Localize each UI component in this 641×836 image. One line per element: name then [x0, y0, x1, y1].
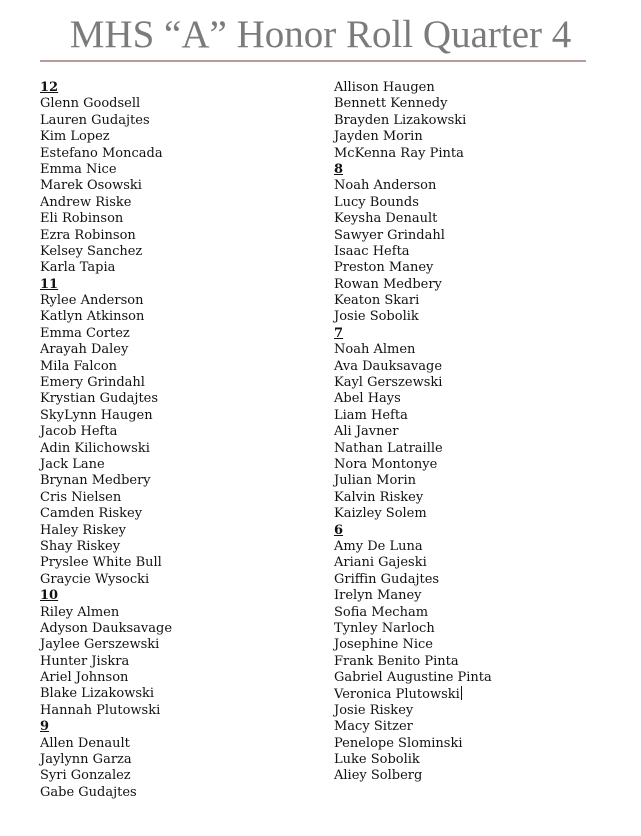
student-name-label: McKenna Ray Pinta: [334, 145, 464, 161]
student-name: [334, 441, 619, 457]
student-name-label: Jayden Morin: [334, 129, 423, 145]
student-name: [40, 309, 325, 325]
student-name: [334, 703, 619, 719]
student-name-label: Karla Tapia: [40, 260, 116, 276]
student-name-label: Jack Lane: [40, 456, 105, 472]
student-name-label: Penelope Slominski: [334, 735, 463, 751]
student-name: [40, 605, 325, 621]
title-underline-rule: [40, 60, 586, 62]
student-name-label: Mila Falcon: [40, 358, 118, 374]
student-name: [334, 293, 619, 309]
student-name: [334, 146, 619, 162]
student-name: [40, 621, 325, 637]
student-name: [40, 96, 325, 112]
student-name-label: Rowan Medbery: [334, 276, 442, 292]
student-name-label: Noah Anderson: [334, 178, 437, 194]
student-name: [334, 572, 619, 588]
student-name-label: Veronica Plutowski: [334, 687, 460, 703]
student-name: [40, 359, 325, 375]
student-name: [40, 293, 325, 309]
student-name-label: Haley Riskey: [40, 522, 126, 538]
grade-heading: [40, 277, 325, 293]
student-name: [334, 211, 619, 227]
student-name: [334, 260, 619, 276]
student-name-label: Frank Benito Pinta: [334, 653, 459, 669]
student-name-label: Rylee Anderson: [40, 293, 144, 309]
student-name: [334, 457, 619, 473]
student-name-label: Griffin Gudajtes: [334, 571, 440, 587]
student-name-label: Ali Javner: [334, 424, 399, 440]
student-name: [334, 555, 619, 571]
student-name: [334, 490, 619, 506]
student-name-label: Arayah Daley: [40, 342, 129, 358]
student-name-label: Brayden Lizakowski: [334, 112, 467, 128]
student-name: [40, 178, 325, 194]
student-name-label: Josie Sobolik: [334, 309, 419, 325]
student-name: [40, 441, 325, 457]
student-name-label: Graycie Wysocki: [40, 571, 150, 587]
student-name: [40, 506, 325, 522]
student-name-label: Jaylee Gerszewski: [40, 637, 160, 653]
student-name: [334, 195, 619, 211]
student-name: [40, 342, 325, 358]
student-name-label: Hunter Jiskra: [40, 653, 130, 669]
student-name-label: Hannah Plutowski: [40, 702, 161, 718]
student-name-label: Ezra Robinson: [40, 227, 136, 243]
student-name: [334, 752, 619, 768]
student-name: [334, 359, 619, 375]
student-name-label: Lauren Gudajtes: [40, 112, 150, 128]
student-name: [334, 424, 619, 440]
student-name-label: Adyson Dauksavage: [40, 620, 173, 636]
right-column: [334, 80, 619, 785]
student-name-label: Marek Osowski: [40, 178, 142, 194]
student-name-label: Cris Nielsen: [40, 489, 122, 505]
student-name: [40, 686, 325, 702]
student-name: [40, 490, 325, 506]
student-name-label: Bennett Kennedy: [334, 96, 448, 112]
student-name-label: Nora Montonye: [334, 456, 438, 472]
student-name-label: Allison Haugen: [334, 80, 435, 95]
student-name: [334, 391, 619, 407]
student-name-label: Riley Almen: [40, 604, 120, 620]
student-name-label: Kalvin Riskey: [334, 489, 424, 505]
grade-heading-label: 7: [334, 325, 344, 341]
student-name-label: Gabe Gudajtes: [40, 784, 137, 800]
grade-heading: [334, 523, 619, 539]
student-name-label: Eli Robinson: [40, 211, 124, 227]
student-name: [40, 473, 325, 489]
student-name-label: Emery Grindahl: [40, 375, 145, 391]
student-name-label: Allen Denault: [40, 735, 130, 751]
student-name-label: Adin Kilichowski: [40, 440, 150, 456]
grade-heading: [40, 80, 325, 96]
student-name-label: Andrew Riske: [40, 194, 132, 210]
grade-heading-label: 11: [40, 276, 59, 292]
student-name-label: Syri Gonzalez: [40, 768, 131, 784]
student-name-label: Irelyn Maney: [334, 588, 422, 604]
student-name: [334, 473, 619, 489]
student-name: [40, 244, 325, 260]
grade-heading-label: 9: [40, 719, 50, 735]
grade-heading: [334, 326, 619, 342]
student-name-label: Brynan Medbery: [40, 473, 151, 489]
student-name: [40, 129, 325, 145]
student-name-label: Ariani Gajeski: [334, 555, 427, 571]
student-name: [40, 391, 325, 407]
grade-heading: [334, 162, 619, 178]
student-name-label: Liam Hefta: [334, 407, 408, 423]
student-name-label: Julian Morin: [334, 473, 417, 489]
student-name-label: Ava Dauksavage: [334, 358, 443, 374]
student-name-label: Katlyn Atkinson: [40, 309, 145, 325]
student-name: [40, 424, 325, 440]
student-name-label: Abel Hays: [334, 391, 401, 407]
student-name: [334, 113, 619, 129]
student-name: [40, 375, 325, 391]
student-name: [334, 342, 619, 358]
student-name-label: Kaizley Solem: [334, 506, 427, 522]
student-name: [334, 768, 619, 784]
student-name-label: Blake Lizakowski: [40, 686, 155, 702]
student-name: [334, 309, 619, 325]
student-name: [40, 260, 325, 276]
student-name: [40, 162, 325, 178]
grade-heading-label: 8: [334, 161, 344, 177]
student-name-label: Sawyer Grindahl: [334, 227, 445, 243]
student-name: [40, 195, 325, 211]
student-name-label: Noah Almen: [334, 342, 416, 358]
student-name: [334, 588, 619, 604]
student-name-label: Tynley Narloch: [334, 620, 435, 636]
student-name-label: Sofia Mecham: [334, 604, 429, 620]
student-name: [334, 277, 619, 293]
student-name: [40, 326, 325, 342]
student-name-label: Luke Sobolik: [334, 752, 420, 768]
student-name-label: Amy De Luna: [334, 538, 423, 554]
student-name: [334, 719, 619, 735]
student-name: [334, 228, 619, 244]
student-name: [40, 736, 325, 752]
student-name-label: Kelsey Sanchez: [40, 243, 143, 259]
student-name: [40, 228, 325, 244]
student-name-label: Emma Nice: [40, 161, 117, 177]
student-name-label: Keaton Skari: [334, 293, 420, 309]
student-name-label: Gabriel Augustine Pinta: [334, 670, 492, 686]
student-name: [334, 244, 619, 260]
student-name-label: Krystian Gudajtes: [40, 391, 159, 407]
student-name: [40, 785, 325, 801]
student-name-label: Camden Riskey: [40, 506, 143, 522]
student-name-label: Nathan Latraille: [334, 440, 443, 456]
student-name: [40, 654, 325, 670]
student-name: [40, 637, 325, 653]
student-name: [40, 113, 325, 129]
student-name: [40, 752, 325, 768]
student-name: [40, 146, 325, 162]
left-column: [40, 80, 325, 801]
student-name: [40, 572, 325, 588]
student-name: [334, 375, 619, 391]
student-name-label: Pryslee White Bull: [40, 555, 162, 571]
student-name: [334, 80, 619, 96]
student-name-label: Kim Lopez: [40, 129, 110, 145]
student-name: [40, 703, 325, 719]
student-name-label: Keysha Denault: [334, 211, 438, 227]
student-name: [40, 457, 325, 473]
page-title: MHS “A” Honor Roll Quarter 4: [69, 13, 572, 56]
grade-heading-label: 10: [40, 588, 59, 604]
student-name: [334, 96, 619, 112]
student-name-label: Macy Sitzer: [334, 719, 413, 735]
student-name: [40, 768, 325, 784]
student-name: [334, 654, 619, 670]
student-name-label: Josephine Nice: [334, 637, 433, 653]
student-name-label: Jacob Hefta: [40, 424, 118, 440]
student-name: [334, 539, 619, 555]
student-name-label: Jaylynn Garza: [40, 752, 132, 768]
student-name: [334, 637, 619, 653]
student-name: [334, 506, 619, 522]
student-name-label: Lucy Bounds: [334, 194, 419, 210]
grade-heading: [40, 588, 325, 604]
student-name-label: Emma Cortez: [40, 325, 130, 341]
student-name-label: Aliey Solberg: [334, 768, 423, 784]
student-name-label: Preston Maney: [334, 260, 434, 276]
student-name-label: Kayl Gerszewski: [334, 375, 443, 391]
grade-heading: [40, 719, 325, 735]
student-name: [334, 605, 619, 621]
student-name: [40, 555, 325, 571]
grade-heading-label: 12: [40, 80, 59, 95]
student-name-label: Shay Riskey: [40, 538, 121, 554]
student-name: [334, 736, 619, 752]
student-name: [334, 670, 619, 686]
student-name-label: Ariel Johnson: [40, 670, 129, 686]
student-name: [40, 211, 325, 227]
student-name-label: SkyLynn Haugen: [40, 407, 153, 423]
student-name: [334, 178, 619, 194]
student-name: [40, 539, 325, 555]
student-name-label: Isaac Hefta: [334, 243, 410, 259]
student-name-label: Josie Riskey: [334, 702, 414, 718]
student-name: [334, 408, 619, 424]
student-name-label: Glenn Goodsell: [40, 96, 141, 112]
student-name: [334, 621, 619, 637]
student-name: [334, 129, 619, 145]
student-name: [40, 408, 325, 424]
student-name: [334, 686, 619, 702]
student-name-label: Estefano Moncada: [40, 145, 163, 161]
text-cursor: [461, 686, 462, 700]
grade-heading-label: 6: [334, 522, 344, 538]
student-name: [40, 670, 325, 686]
student-name: [40, 523, 325, 539]
